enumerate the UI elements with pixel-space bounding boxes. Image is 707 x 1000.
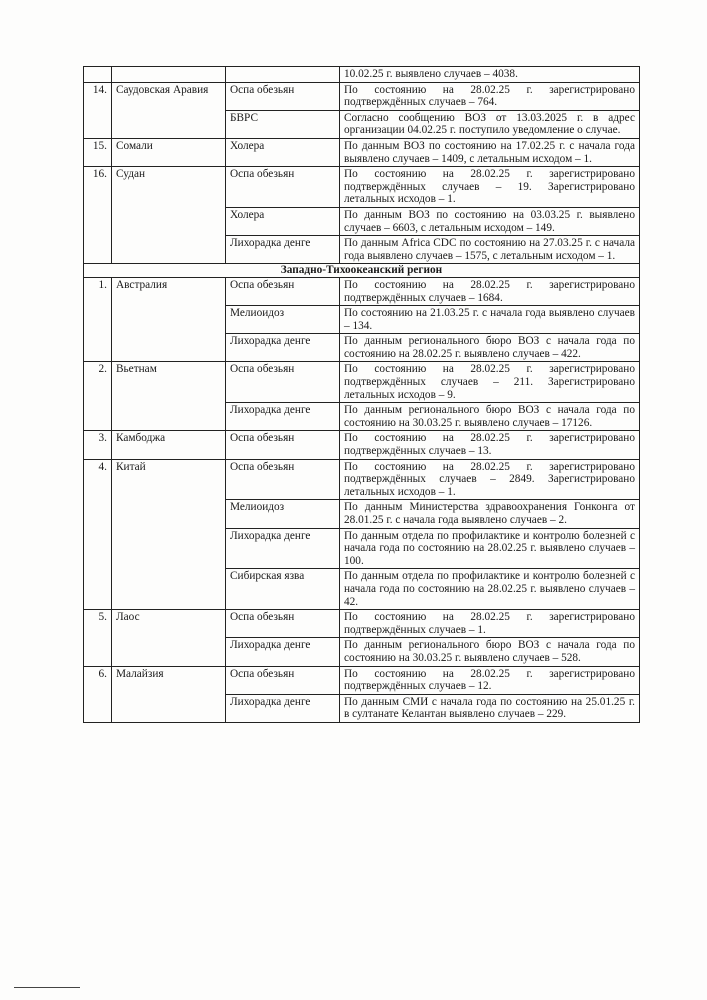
country-name: Австралия [112,277,226,362]
disease-name: Оспа обезьян [226,459,340,500]
country-name: Судан [112,167,226,264]
case-description: По данным ВОЗ по состоянию на 03.03.25 г. выявлено случаев – 6603, с летальным исходом – 149. [340,207,640,235]
disease-name: Лихорадка денге [226,694,340,722]
continuation-text: 10.02.25 г. выявлено случаев – 4038. [340,67,640,83]
case-description: По данным Министерства здравоохранения Гонконга от 28.01.25 г. с начала года выявлено случаев – 2. [340,500,640,528]
country-name [112,67,226,83]
row-number: 15. [84,138,112,166]
case-description: Согласно сообщению ВОЗ от 13.03.2025 г. в адрес организации 04.02.25 г. поступило уведомление о случае. [340,110,640,138]
case-description: По данным отдела по профилактике и контролю болезней с начала года по состоянию на 28.02.25 г. выявлено случаев – 100. [340,528,640,569]
row-number: 14. [84,82,112,138]
case-description: По данным отдела по профилактике и контролю болезней с начала года по состоянию на 28.02.25 г. выявлено случаев – 42. [340,569,640,610]
case-description: По состоянию на 28.02.25 г. зарегистрировано подтверждённых случаев – 1684. [340,277,640,305]
disease-name: Лихорадка денге [226,236,340,264]
row-number: 2. [84,362,112,431]
row-number: 5. [84,610,112,666]
disease-name: Лихорадка денге [226,528,340,569]
row-number: 16. [84,167,112,264]
disease-name: Холера [226,138,340,166]
table-row [84,610,640,638]
table-row [84,82,640,110]
disease-name: Оспа обезьян [226,431,340,459]
disease-name: Холера [226,207,340,235]
disease-name: Лихорадка денге [226,403,340,431]
disease-name: Оспа обезьян [226,666,340,694]
case-description: По состоянию на 28.02.25 г. зарегистрировано подтверждённых случаев – 211. Зарегистрировано летальных исходов – 9. [340,362,640,403]
case-description: По данным регионального бюро ВОЗ с начала года по состоянию на 30.03.25 г. выявлено случаев – 17126. [340,403,640,431]
country-name: Сомали [112,138,226,166]
table-row [84,666,640,694]
disease-name: Оспа обезьян [226,277,340,305]
country-name: Вьетнам [112,362,226,431]
case-description: По состоянию на 28.02.25 г. зарегистрировано подтверждённых случаев – 19. Зарегистрировано летальных исходов – 1. [340,167,640,208]
report-table [83,66,640,723]
footnote-separator [14,987,80,988]
row-number [84,67,112,83]
disease-name: Лихорадка денге [226,638,340,666]
disease-name: Мелиоидоз [226,306,340,334]
disease-name: Сибирская язва [226,569,340,610]
table-row [84,167,640,208]
table-row [84,138,640,166]
case-description: По данным Africa CDC по состоянию на 27.03.25 г. с начала года выявлено случаев – 1575, с летальным исходом – 1. [340,236,640,264]
country-name: Лаос [112,610,226,666]
table-row [84,277,640,305]
case-description: По данным ВОЗ по состоянию на 17.02.25 г. с начала года выявлено случаев – 1409, с летальным исходом – 1. [340,138,640,166]
country-name: Китай [112,459,226,610]
disease-name: Мелиоидоз [226,500,340,528]
case-description: По состоянию на 28.02.25 г. зарегистрировано подтверждённых случаев – 764. [340,82,640,110]
disease-name: Оспа обезьян [226,82,340,110]
case-description: По состоянию на 28.02.25 г. зарегистрировано подтверждённых случаев – 2849. Зарегистрировано летальных исходов – 1. [340,459,640,500]
case-description: По данным регионального бюро ВОЗ с начала года по состоянию на 28.02.25 г. выявлено случаев – 422. [340,334,640,362]
disease-name: Оспа обезьян [226,167,340,208]
disease-name: БВРС [226,110,340,138]
row-number: 4. [84,459,112,610]
table-row [84,459,640,500]
country-name: Камбоджа [112,431,226,459]
row-number: 3. [84,431,112,459]
disease-name [226,67,340,83]
case-description: По данным регионального бюро ВОЗ с начала года по состоянию на 30.03.25 г. выявлено случаев – 528. [340,638,640,666]
region-title: Западно-Тихоокеанский регион [84,264,640,278]
case-description: По состоянию на 28.02.25 г. зарегистрировано подтверждённых случаев – 1. [340,610,640,638]
table-row [84,431,640,459]
case-description: По состоянию на 28.02.25 г. зарегистрировано подтверждённых случаев – 12. [340,666,640,694]
region-header-row [84,264,640,278]
disease-name: Оспа обезьян [226,362,340,403]
country-name: Саудовская Аравия [112,82,226,138]
case-description: По состоянию на 28.02.25 г. зарегистрировано подтверждённых случаев – 13. [340,431,640,459]
case-description: По состоянию на 21.03.25 г. с начала года выявлено случаев – 134. [340,306,640,334]
row-number: 1. [84,277,112,362]
report-table-body [84,67,640,723]
continuation-row [84,67,640,83]
table-row [84,362,640,403]
disease-name: Оспа обезьян [226,610,340,638]
country-name: Малайзия [112,666,226,722]
row-number: 6. [84,666,112,722]
disease-name: Лихорадка денге [226,334,340,362]
case-description: По данным СМИ с начала года по состоянию на 25.01.25 г. в султанате Келантан выявлено случаев – 229. [340,694,640,722]
